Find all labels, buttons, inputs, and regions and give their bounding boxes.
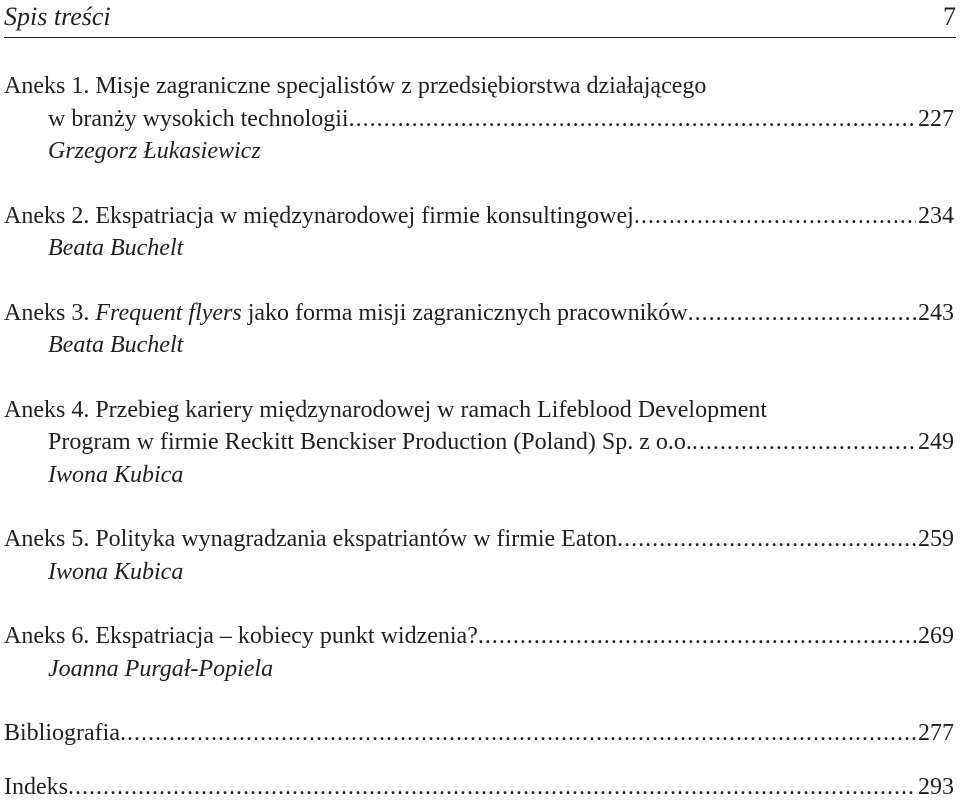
dot-leader bbox=[688, 297, 916, 330]
entry-title-continued: Program w firmie Reckitt Benckiser Production (Poland) Sp. z o.o. bbox=[48, 426, 692, 459]
entry-title-line bbox=[4, 103, 954, 136]
entry-title: Aneks 2. Ekspatriacja w międzynarodowej firmie konsultingowej bbox=[4, 200, 634, 233]
entry-title-continued: w branży wysokich technologii bbox=[48, 103, 349, 136]
toc-entry-indeks bbox=[4, 771, 954, 803]
table-of-contents bbox=[4, 70, 954, 803]
entry-title: Aneks 4. Przebieg kariery międzynarodowej w ramach Lifeblood Development bbox=[4, 394, 767, 427]
entry-title-line bbox=[4, 523, 954, 556]
toc-entry-aneks-5 bbox=[4, 523, 954, 588]
entry-title-rest: jako forma misji zagranicznych pracowników bbox=[248, 300, 688, 326]
entry-title: Aneks 1. Misje zagraniczne specjalistów z przedsiębiorstwa działającego bbox=[4, 70, 706, 103]
entry-title-line bbox=[4, 70, 954, 103]
toc-entry-aneks-1 bbox=[4, 70, 954, 168]
dot-leader bbox=[68, 771, 916, 803]
entry-title: Indeks bbox=[4, 771, 68, 803]
entry-title: Aneks 6. Ekspatriacja – kobiecy punkt widzenia? bbox=[4, 620, 478, 653]
entry-title-line bbox=[4, 297, 954, 330]
dot-leader bbox=[617, 523, 916, 556]
entry-title-prefix: Aneks 3. bbox=[4, 300, 89, 326]
entry-title-emphasis: Frequent flyers bbox=[95, 300, 241, 326]
entry-title-line bbox=[4, 426, 954, 459]
dot-leader bbox=[634, 200, 916, 233]
entry-page-number: 293 bbox=[916, 771, 954, 803]
entry-title-line bbox=[4, 620, 954, 653]
dot-leader bbox=[349, 103, 916, 136]
dot-leader bbox=[478, 620, 916, 653]
entry-page-number: 269 bbox=[916, 620, 954, 653]
entry-page-number: 259 bbox=[916, 523, 954, 556]
entry-page-number: 277 bbox=[916, 717, 954, 750]
toc-entry-aneks-6 bbox=[4, 620, 954, 685]
entry-title: Bibliografia bbox=[4, 717, 120, 750]
page-number: 7 bbox=[943, 1, 956, 33]
entry-page-number: 249 bbox=[916, 426, 954, 459]
entry-page-number: 234 bbox=[916, 200, 954, 233]
entry-author: Joanna Purgał-Popiela bbox=[4, 653, 954, 686]
entry-page-number: 227 bbox=[916, 103, 954, 136]
entry-author: Beata Buchelt bbox=[4, 232, 954, 265]
entry-page-number: 243 bbox=[916, 297, 954, 330]
entry-title-line bbox=[4, 717, 954, 750]
entry-title-line bbox=[4, 771, 954, 803]
toc-entry-aneks-2 bbox=[4, 200, 954, 265]
running-head bbox=[4, 0, 956, 38]
dot-leader bbox=[120, 717, 916, 750]
entry-title-line bbox=[4, 200, 954, 233]
entry-title bbox=[4, 297, 688, 330]
entry-author: Iwona Kubica bbox=[4, 459, 954, 492]
entry-author: Beata Buchelt bbox=[4, 329, 954, 362]
entry-author: Grzegorz Łukasiewicz bbox=[4, 135, 954, 168]
entry-title: Aneks 5. Polityka wynagradzania ekspatriantów w firmie Eaton bbox=[4, 523, 617, 556]
toc-entry-aneks-4 bbox=[4, 394, 954, 492]
entry-title-line bbox=[4, 394, 954, 427]
section-title: Spis treści bbox=[4, 1, 111, 33]
dot-leader bbox=[692, 426, 916, 459]
toc-entry-aneks-3 bbox=[4, 297, 954, 362]
toc-entry-bibliografia bbox=[4, 717, 954, 750]
entry-author: Iwona Kubica bbox=[4, 556, 954, 589]
